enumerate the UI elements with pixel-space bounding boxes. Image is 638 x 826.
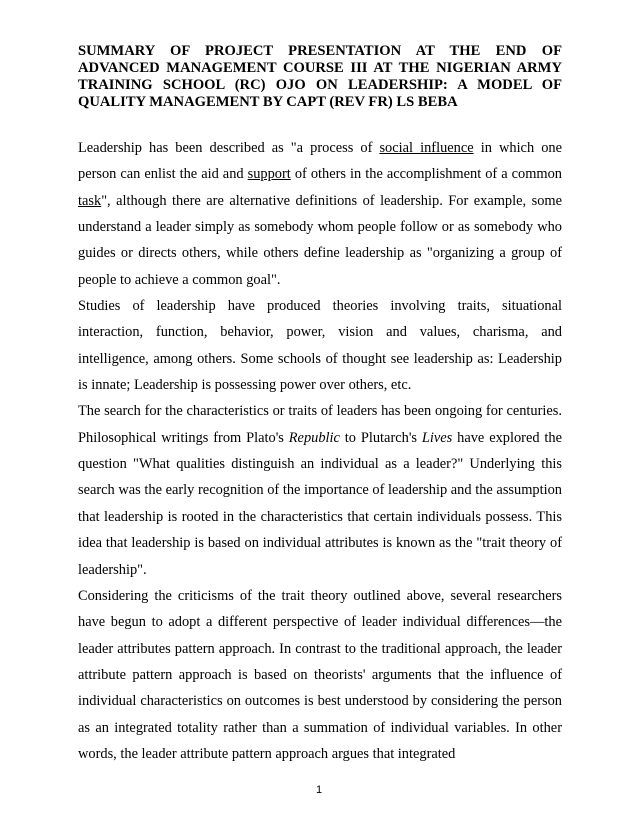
paragraph-1-text-b: in which one person can enlist the aid and — [78, 140, 562, 183]
social-influence-link[interactable]: social influence — [379, 140, 474, 156]
paragraph-1-text-a: Leadership has been described as "a process of — [78, 140, 380, 156]
paragraph-4: Considering the criticisms of the trait theory outlined above, several researchers have begun to adopt a different perspective of leader individual differences—the leader attributes pattern approach. In contrast to the traditional approach, the leader attribute pattern approach is based on theorists' arguments that the influence of individual characteristics on outcomes is best understood by considering the person as an integrated totality rather than a summation of individual variables. In other words, the leader attribute pattern approach argues that integrated — [78, 587, 562, 762]
lives-title: Lives — [421, 429, 453, 446]
support-link[interactable]: support — [247, 166, 291, 183]
paragraph-1-text-c: of others in the accomplishment of a common — [290, 166, 562, 183]
page-number: 1 — [315, 784, 323, 796]
paragraph-2: Studies of leadership have produced theories involving traits, situational interaction, function, behavior, power, vision and values, charisma, and intelligence, among others. Some schools of thought see leadership as: Leadership is innate; Leadership is possessing power over others, etc. — [78, 298, 562, 394]
task-link[interactable]: task — [78, 192, 102, 209]
paragraph-3-text-b: to Plutarch's — [339, 429, 422, 446]
republic-title: Republic — [288, 429, 340, 446]
document-body — [78, 135, 562, 767]
paragraph-1 — [78, 135, 562, 293]
paragraph-3-text-a: The search for the characteristics or traits of leaders has been ongoing for centuries. Philosophical writings from Plato's — [78, 403, 562, 446]
paragraph-1-text-d: ", although there are alternative definitions of leadership. For example, some understand a leader simply as somebody whom people follow or as somebody who guides or directs others, while others define leadership as "organizing a group of people to achieve a common goal". — [78, 192, 562, 288]
document-title: SUMMARY OF PROJECT PRESENTATION AT THE END OF ADVANCED MANAGEMENT COURSE III AT THE NIGERIAN ARMY TRAINING SCHOOL (RC) OJO ON LEADERSHIP: A MODEL OF QUALITY MANAGEMENT BY CAPT (REV FR) LS BEBA — [78, 43, 562, 110]
paragraph-3 — [78, 398, 562, 582]
paragraph-3-text-c: have explored the question "What qualities distinguish an individual as a leader?" Underlying this search was the early recognition of the importance of leadership and the assumption that leadership is rooted in the characteristics that certain individuals possess. This idea that leadership is based on individual attributes is known as the "trait theory of leadership". — [78, 429, 562, 578]
